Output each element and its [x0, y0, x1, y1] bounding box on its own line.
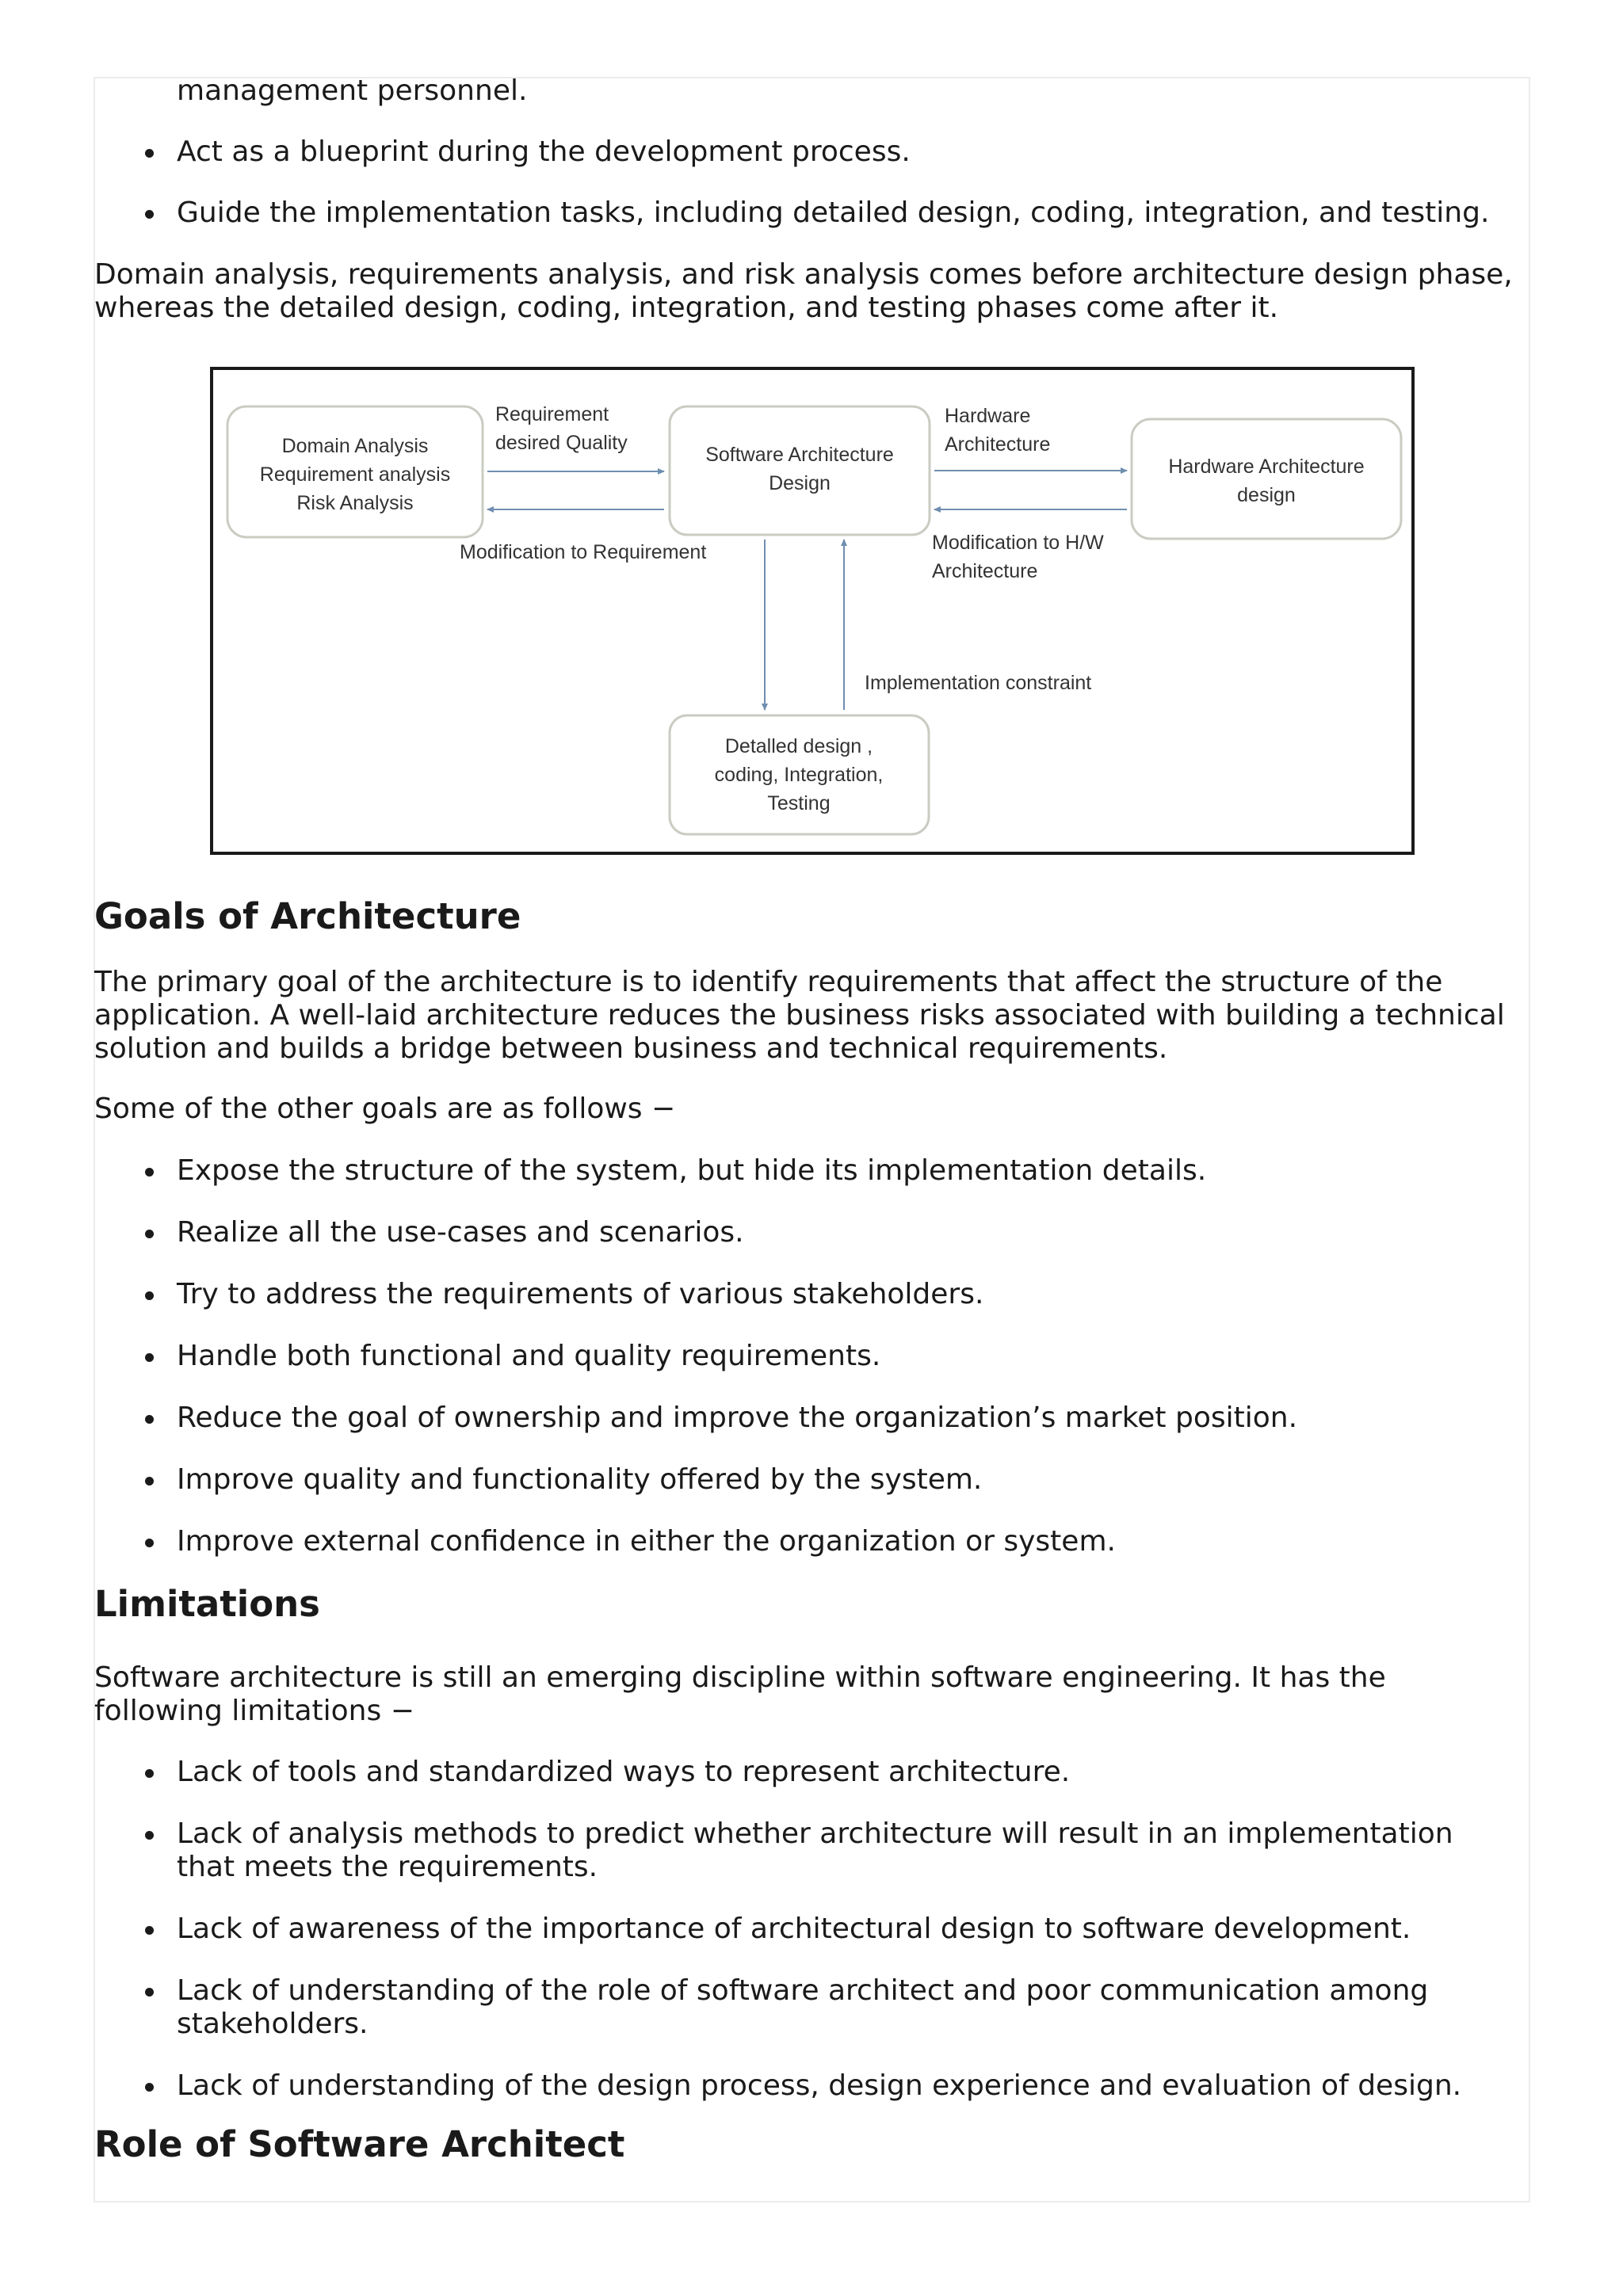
role-heading: Role of Software Architect — [94, 2123, 625, 2165]
domain-box-line: Domain Analysis — [281, 435, 429, 457]
detailed-box-line: coding, Integration, — [714, 764, 884, 786]
list-item — [94, 1463, 1530, 1497]
label-hardware: Hardware — [945, 405, 1031, 427]
detailed-box-line: Detalled design , — [724, 735, 873, 757]
list-item-text: Improve external confidence in either the organization or system. — [177, 1525, 1116, 1558]
list-item-text: Act as a blueprint during the development process. — [177, 135, 911, 168]
goals-paragraph: The primary goal of the architecture is to identify requirements that affect the structure of the application. A well-laid architecture reduces the business risks associated with building a technical solution and builds a bridge between business and technical requirements. — [94, 966, 1505, 1065]
list-item-text: Handle both functional and quality requirements. — [177, 1340, 881, 1372]
list-item — [94, 1974, 1530, 2041]
intro-bullet-list — [94, 74, 1537, 230]
list-item-text: Lack of tools and standardized ways to represent architecture. — [177, 1756, 1071, 1788]
domain-box-line: Risk Analysis — [296, 492, 414, 514]
list-item-text: Lack of understanding of the role of software architect and poor communication among stakeholders. — [177, 1974, 1429, 2040]
list-item-text: Try to address the requirements of various stakeholders. — [177, 1278, 984, 1310]
document-body — [94, 74, 1537, 325]
list-item — [94, 1525, 1530, 1558]
list-item-text: Lack of analysis methods to predict whether architecture will result in an implementation that meets the requirements. — [177, 1817, 1453, 1883]
hardware-architecture-box — [1132, 419, 1401, 539]
list-item — [94, 1402, 1530, 1435]
list-item-text: Lack of understanding of the design process, design experience and evaluation of design. — [177, 2069, 1462, 2102]
software-architecture-box — [670, 406, 930, 535]
list-item-text: Improve quality and functionality offered by the system. — [177, 1463, 983, 1496]
list-item — [94, 1216, 1530, 1249]
list-item — [94, 135, 1537, 169]
architecture-process-diagram — [210, 367, 1415, 855]
list-item-continuation — [94, 74, 1537, 108]
label-modification-hw-architecture: Architecture — [932, 560, 1038, 582]
list-item — [94, 196, 1537, 230]
goals-heading: Goals of Architecture — [94, 895, 521, 937]
domain-box-line: Requirement analysis — [259, 463, 451, 486]
hardware-box-line: design — [1237, 484, 1296, 506]
list-item — [94, 1278, 1530, 1311]
list-item-text: Reduce the goal of ownership and improve the organization’s market position. — [177, 1402, 1298, 1434]
label-requirement: Requirement — [495, 403, 609, 425]
limitations-bullet-list — [94, 1756, 1530, 2131]
label-desired-quality: desired Quality — [495, 432, 628, 454]
list-item — [94, 1154, 1530, 1188]
label-architecture: Architecture — [945, 433, 1051, 456]
limitations-paragraph: Software architecture is still an emerging discipline within software engineering. It has the following limitations − — [94, 1661, 1386, 1727]
list-item-text: management personnel. — [177, 74, 528, 107]
list-item-text: Guide the implementation tasks, including detailed design, coding, integration, and testing. — [177, 196, 1490, 229]
detailed-box-line: Testing — [767, 792, 831, 814]
goals-lead: Some of the other goals are as follows − — [94, 1093, 676, 1125]
list-item-text: Expose the structure of the system, but hide its implementation details. — [177, 1154, 1207, 1187]
intro-paragraph: Domain analysis, requirements analysis, and risk analysis comes before architecture design phase, whereas the detailed design, coding, integration, and testing phases come after it. — [94, 258, 1513, 324]
list-item-text: Realize all the use-cases and scenarios. — [177, 1216, 744, 1249]
hardware-box-line: Hardware Architecture — [1168, 456, 1365, 478]
goals-bullet-list — [94, 1154, 1530, 1587]
label-implementation-constraint: Implementation constraint — [865, 672, 1092, 694]
list-item — [94, 1913, 1530, 1946]
list-item — [94, 1340, 1530, 1373]
list-item-text: Lack of awareness of the importance of architectural design to software development. — [177, 1913, 1411, 1945]
label-modification-hw: Modification to H/W — [932, 532, 1104, 554]
list-item — [94, 1756, 1530, 1789]
list-item — [94, 1817, 1530, 1884]
software-box-line: Software Architecture — [705, 444, 894, 466]
software-box-line: Design — [769, 472, 831, 494]
label-modification-requirement: Modification to Requirement — [460, 541, 707, 563]
list-item — [94, 2069, 1530, 2103]
limitations-heading: Limitations — [94, 1583, 320, 1625]
